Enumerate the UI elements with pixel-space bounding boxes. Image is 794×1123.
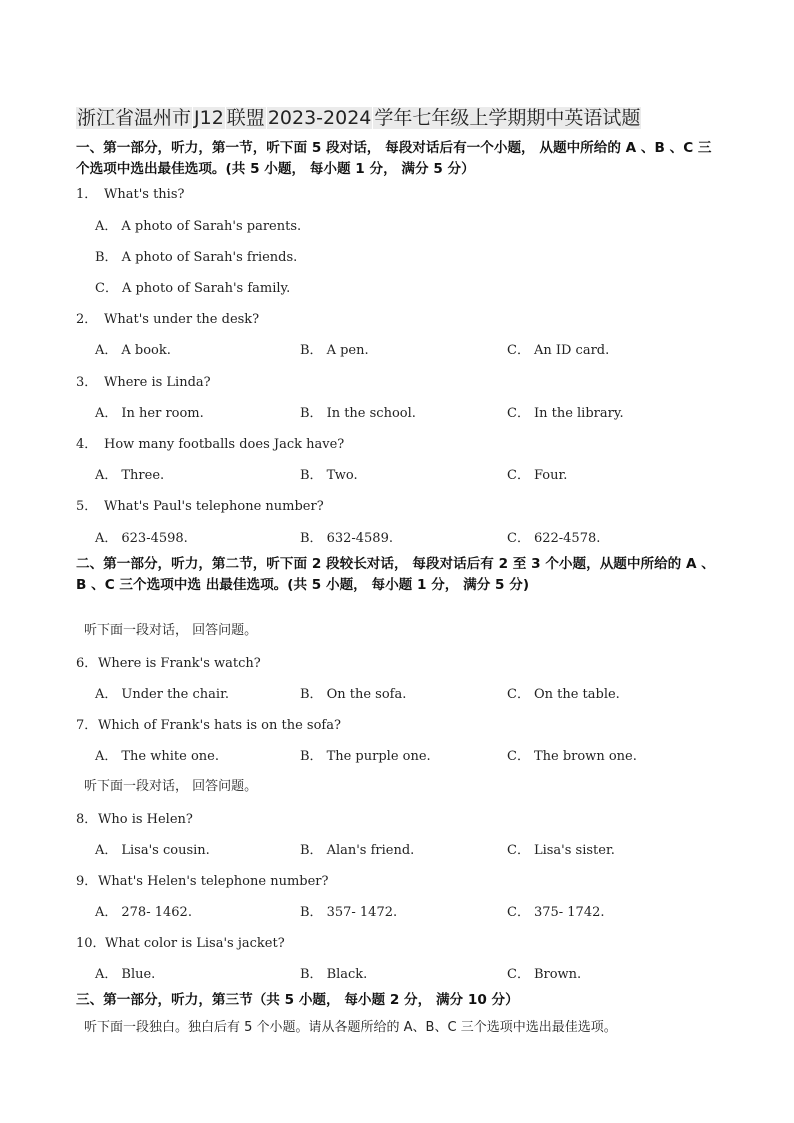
option-text: 622-4578. bbox=[533, 531, 601, 546]
option-2b bbox=[300, 341, 369, 361]
question-1 bbox=[76, 185, 184, 205]
option-text: A photo of Sarah's family. bbox=[121, 281, 291, 296]
question-number: 8． bbox=[76, 812, 98, 827]
exam-title bbox=[76, 104, 642, 132]
option-label: A． bbox=[95, 531, 118, 546]
question-number: 7． bbox=[76, 718, 98, 733]
option-text: 375- 1742. bbox=[533, 905, 605, 920]
option-5b bbox=[300, 529, 393, 549]
question-text: Which of Frank's hats is on the sofa? bbox=[98, 718, 341, 733]
option-8c bbox=[507, 841, 615, 861]
option-text: Under the chair. bbox=[121, 687, 229, 702]
option-text: The white one. bbox=[121, 749, 219, 764]
option-text: Two. bbox=[326, 468, 358, 483]
option-text: Black. bbox=[326, 967, 368, 982]
option-label: A． bbox=[95, 406, 118, 421]
section-heading-2: 二、第一部分，听力，第二节，听下面 2 段较长对话， 每段对话后有 2 至 3 个小题，从题中所给的 A 、B 、C 三个选项中选 出最佳选项。(共 5 小题， 每小题 1 分， 满分 5 分) bbox=[76, 556, 715, 593]
option-9b bbox=[300, 903, 397, 923]
question-9 bbox=[76, 872, 328, 892]
option-text: Blue. bbox=[121, 967, 156, 982]
option-3c bbox=[507, 404, 624, 424]
option-text: The purple one. bbox=[326, 749, 431, 764]
question-text: How many footballs does Jack have? bbox=[104, 437, 345, 452]
option-text: Brown. bbox=[533, 967, 582, 982]
option-text: On the sofa. bbox=[326, 687, 407, 702]
option-1b bbox=[95, 248, 297, 268]
option-label: A． bbox=[95, 687, 118, 702]
option-label: B． bbox=[300, 468, 323, 483]
question-text: Where is Frank's watch? bbox=[98, 656, 261, 671]
option-label: B． bbox=[95, 250, 118, 265]
option-text: An ID card. bbox=[533, 343, 610, 358]
option-label: A． bbox=[95, 905, 118, 920]
option-label: C． bbox=[507, 468, 530, 483]
option-9c bbox=[507, 903, 605, 923]
question-text: What's Paul's telephone number? bbox=[104, 499, 324, 514]
option-label: C． bbox=[507, 687, 530, 702]
title-part: 浙江省温州市 bbox=[77, 107, 192, 129]
option-3a bbox=[95, 404, 204, 424]
option-label: A． bbox=[95, 967, 118, 982]
option-label: A． bbox=[95, 468, 118, 483]
option-6b bbox=[300, 685, 406, 705]
option-2c bbox=[507, 341, 609, 361]
option-5c bbox=[507, 529, 600, 549]
option-label: C． bbox=[507, 843, 530, 858]
question-6 bbox=[76, 654, 261, 674]
option-label: C． bbox=[507, 967, 530, 982]
option-7c bbox=[507, 747, 637, 767]
instruction-monologue: 听下面一段独白。独白后有 5 个小题。请从各题所给的 A、B、C 三个选项中选出最佳选项。 bbox=[84, 1020, 617, 1035]
title-part: J12 bbox=[194, 107, 224, 129]
option-label: B． bbox=[300, 749, 323, 764]
option-text: A book. bbox=[121, 343, 171, 358]
option-label: B． bbox=[300, 905, 323, 920]
instruction-dialog-1: 听下面一段对话， 回答问题。 bbox=[84, 623, 258, 638]
question-number: 2． bbox=[76, 312, 98, 327]
option-3b bbox=[300, 404, 416, 424]
option-5a bbox=[95, 529, 188, 549]
question-text: What's this? bbox=[104, 187, 185, 202]
option-label: A． bbox=[95, 343, 118, 358]
option-text: 278- 1462. bbox=[121, 905, 192, 920]
section-heading-1: 一、第一部分，听力，第一节，听下面 5 段对话， 每段对话后有一个小题， 从题中所给的 A 、B 、C 三个选项中选出最佳选项。(共 5 小题， 每小题 1 分， 满分 5 分） bbox=[76, 140, 712, 177]
option-text: Lisa's sister. bbox=[533, 843, 615, 858]
option-text: The brown one. bbox=[533, 749, 637, 764]
question-text: What color is Lisa's jacket? bbox=[105, 936, 285, 951]
option-7a bbox=[95, 747, 219, 767]
question-text: What's under the desk? bbox=[104, 312, 260, 327]
question-text: What's Helen's telephone number? bbox=[98, 874, 329, 889]
option-text: In her room. bbox=[121, 406, 204, 421]
option-9a bbox=[95, 903, 192, 923]
question-number: 4． bbox=[76, 437, 98, 452]
option-text: A photo of Sarah's friends. bbox=[121, 250, 298, 265]
question-8 bbox=[76, 810, 193, 830]
option-4c bbox=[507, 466, 567, 486]
question-5 bbox=[76, 497, 324, 517]
option-6c bbox=[507, 685, 620, 705]
option-text: 623-4598. bbox=[121, 531, 188, 546]
option-label: B． bbox=[300, 843, 323, 858]
title-part: 联盟 bbox=[226, 107, 265, 129]
option-label: B． bbox=[300, 343, 323, 358]
title-part: 学年七年级上学期期中英语试题 bbox=[374, 107, 641, 129]
option-text: 357- 1472. bbox=[326, 905, 398, 920]
question-number: 6． bbox=[76, 656, 98, 671]
option-label: B． bbox=[300, 687, 323, 702]
option-text: Lisa's cousin. bbox=[121, 843, 210, 858]
question-3 bbox=[76, 373, 211, 393]
question-number: 10． bbox=[76, 936, 106, 951]
option-4a bbox=[95, 466, 164, 486]
title-part: 2023-2024 bbox=[267, 107, 372, 129]
option-label: B． bbox=[300, 406, 323, 421]
option-label: B． bbox=[300, 967, 323, 982]
question-10 bbox=[76, 934, 285, 954]
option-label: C． bbox=[95, 281, 118, 296]
option-4b bbox=[300, 466, 358, 486]
option-1a bbox=[95, 217, 301, 237]
option-1c bbox=[95, 279, 290, 299]
question-number: 9． bbox=[76, 874, 98, 889]
question-4 bbox=[76, 435, 344, 455]
option-label: A． bbox=[95, 749, 118, 764]
option-6a bbox=[95, 685, 229, 705]
question-7 bbox=[76, 716, 341, 736]
section-heading-3: 三、第一部分，听力，第三节（共 5 小题， 每小题 2 分， 满分 10 分） bbox=[76, 992, 519, 1008]
option-text: Four. bbox=[533, 468, 568, 483]
question-number: 3． bbox=[76, 375, 98, 390]
option-10c bbox=[507, 965, 581, 985]
question-2 bbox=[76, 310, 259, 330]
question-number: 1． bbox=[76, 187, 98, 202]
option-text: A pen. bbox=[326, 343, 369, 358]
question-number: 5． bbox=[76, 499, 98, 514]
instruction-dialog-2: 听下面一段对话， 回答问题。 bbox=[84, 779, 258, 794]
option-label: A． bbox=[95, 843, 118, 858]
option-label: C． bbox=[507, 749, 530, 764]
option-text: A photo of Sarah's parents. bbox=[121, 219, 302, 234]
option-10a bbox=[95, 965, 155, 985]
option-label: C． bbox=[507, 406, 530, 421]
option-text: 632-4589. bbox=[326, 531, 393, 546]
option-label: C． bbox=[507, 343, 530, 358]
question-text: Who is Helen? bbox=[98, 812, 193, 827]
option-10b bbox=[300, 965, 367, 985]
option-label: C． bbox=[507, 905, 530, 920]
option-8a bbox=[95, 841, 210, 861]
option-text: Three. bbox=[121, 468, 165, 483]
option-text: Alan's friend. bbox=[326, 843, 415, 858]
option-8b bbox=[300, 841, 414, 861]
option-7b bbox=[300, 747, 431, 767]
option-label: A． bbox=[95, 219, 118, 234]
option-2a bbox=[95, 341, 171, 361]
option-text: On the table. bbox=[533, 687, 620, 702]
option-label: B． bbox=[300, 531, 323, 546]
option-label: C． bbox=[507, 531, 530, 546]
option-text: In the school. bbox=[326, 406, 416, 421]
question-text: Where is Linda? bbox=[104, 375, 211, 390]
option-text: In the library. bbox=[533, 406, 624, 421]
